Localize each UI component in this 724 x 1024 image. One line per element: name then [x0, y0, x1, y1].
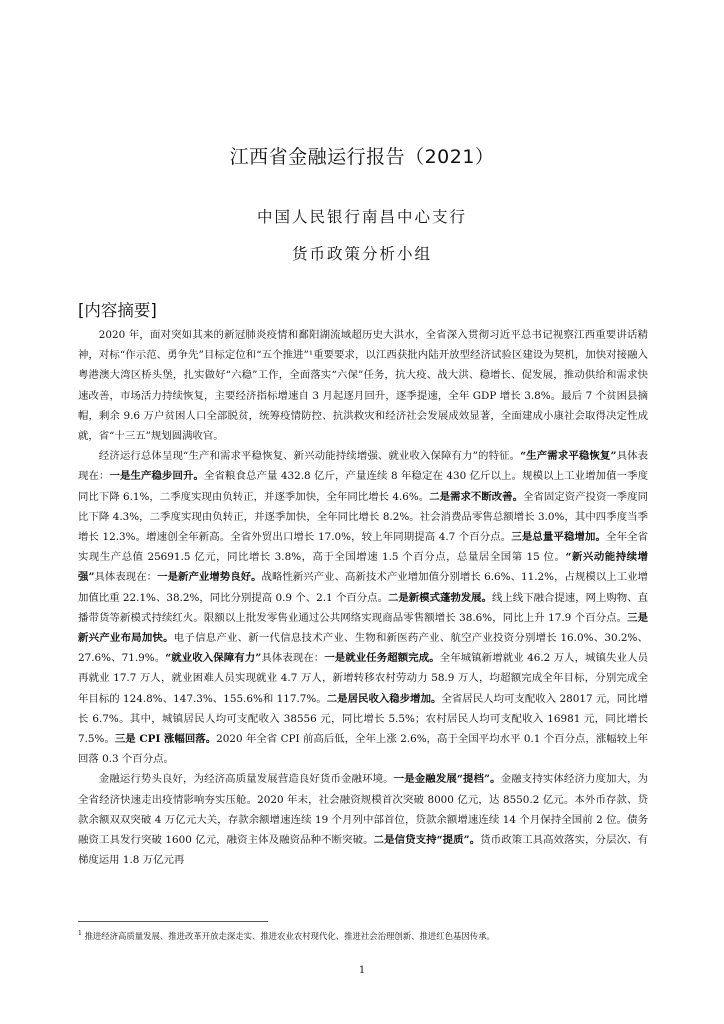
group-subtitle: 货币政策分析小组: [291, 245, 432, 263]
p2-text: 具体表现在：: [261, 652, 325, 665]
abstract-heading: [内容摘要]: [78, 301, 157, 320]
p2-text: 电子信息产业、新一代信息技术产业、生物和新医药产业、航空产业投资分别增长 16.0%、30.2%、27.6%、71.9%。: [78, 632, 648, 665]
p2-bold: 三是总量平稳增加。: [511, 531, 607, 544]
p2-bold: 一是就业任务超额完成。: [324, 652, 440, 665]
p2-bold: 二是需求不断改善。: [429, 490, 524, 503]
p3-text: 金融支持实体经济力度加大，为全省经济快速走出疫情影响夯实压舱。2020 年末，社会融资规模首次突破 8000 亿元，达 8550.2 亿元。本外币存款、贷款余额双双突破 4 万亿元大关，存款余额增速连续 19 个月列中部首位，贷款余额增速连续 14 个月保持全国前 2 位。债务融资工具发行突破 1600 亿元，融资主体及融资品种不断突破。: [78, 773, 649, 847]
p2-text: 全年城镇新增就业 46.2 万人，城镇失业人员再就业 17.7 万人，就业困难人员实现就业 4.7 万人，新增转移农村劳动力 58.9 万人，均超额完成全年目标，分别完成全年目标的 124.8%、147.3%、155.6%和 117.7%。: [78, 652, 648, 705]
footnote-mark: 1: [78, 930, 82, 937]
paragraph-2: [78, 446, 648, 769]
p3-text: 货币政策工具高效落实，分层次、有梯度运用 1.8 万亿元再: [78, 834, 649, 867]
p2-text: 2020 年全省 CPI 前高后低，全年上涨 2.6%，高于全国平均水平 0.1 个百分点，涨幅较上年回落 0.3 个百分点。: [78, 733, 648, 766]
p2-bold: “就业收入保障有力”: [165, 652, 262, 665]
footnote-divider: [78, 921, 268, 922]
p2-text: 具体表现在：: [94, 571, 158, 584]
footnote-text: 推进经济高质量发展、推进改革开放走深走实、推进农业农村现代化、推进社会治理创新、推进红色基因传承。: [84, 930, 495, 941]
p2-bold: “新兴动能持续增强”: [78, 551, 648, 584]
p2-text: 经济运行总体呈现“生产和需求平稳恢复、新兴动能持续增强、就业收入保障有力”的特征。: [98, 450, 521, 463]
p2-text: 全省居民人均可支配收入 28017 元，同比增长 6.7%。其中，城镇居民人均可支配收入 38556 元，同比增长 5.5%；农村居民人均可支配收入 16981 元，同比增长 7.5%。: [78, 692, 648, 746]
p2-bold: “生产需求平稳恢复”: [520, 450, 617, 463]
p2-bold: 三是 CPI 涨幅回落。: [114, 733, 217, 746]
p3-text: 金融运行势头良好，为经济高质量发展营造良好货币金融环境。: [98, 773, 394, 786]
p2-bold: 二是新模式蓬勃发展。: [387, 591, 492, 604]
p2-bold: 二是居民收入稳步增加。: [326, 692, 442, 705]
p3-bold: 二是信贷支持“提质”。: [373, 834, 481, 847]
paragraph-3: [78, 769, 648, 870]
footnote: [78, 928, 658, 942]
p2-text: 全省固定资产投资一季度同比下降 4.3%，二季度实现由负转正，并逐季加快，全年同比增长 8.2%。社会消费品零售总额增长 3.0%，其中四季度当季增长 12.3%。增速创全年新高。全省外贸出口增长 17.0%，较上年同期提高 4.7 个百分点。: [78, 490, 649, 544]
p2-text: 全省粮食总产量 432.8 亿斤，产量连续 8 年稳定在 430 亿斤以上。规模以上工业增加值一季度同比下降 6.1%，二季度实现由负转正，并逐季加快，全年同比增长 4.6%。: [78, 470, 649, 503]
p3-bold: 一是金融发展“提档”。: [393, 773, 501, 786]
p1-text: 2020 年，面对突如其来的新冠肺炎疫情和鄱阳湖流域超历史大洪水，全省深入贯彻习近平总书记视察江西重要讲话精神，对标“作示范、勇争先”目标定位和“五个推进”¹重要要求，以江西获批内陆开放型经济试验区建设为契机，加快对接融入粤港澳大湾区桥头堡，扎实做好“六稳”工作，全面落实“六保”任务，抗大疫、战大洪、稳增长、促发展，推动供给和需求快速改善，市场活力持续恢复，主要经济指标增速自 3 月起逐月回升，逐季提速，全年 GDP 增长 3.8%。最后 7 个贫困县摘帽，剩余 9.6 万户贫困人口全部脱贫，统筹疫情防控、抗洪救灾和经济社会发展成效显著，全面建成小康社会取得决定性成就，省“十三五”规划圆满收官。: [78, 329, 648, 443]
p2-text: 具体表现在：: [78, 450, 649, 483]
report-title: 江西省金融运行报告（2021）: [229, 146, 495, 168]
p2-bold: 一是新产业增势良好。: [157, 571, 262, 584]
p2-text: 全年全省实现生产总值 25691.5 亿元，同比增长 3.8%，高于全国增速 1.5 个百分点，总量居全国第 15 位。: [78, 531, 649, 564]
page-number: 1: [358, 965, 366, 976]
paragraph-1: [78, 325, 648, 446]
p2-bold: 一是生产稳步回升。: [109, 470, 204, 483]
org-subtitle: 中国人民银行南昌中心支行: [256, 208, 467, 226]
p2-text: 线上线下融合提速，网上购物、直播带货等新模式持续红火。限额以上批发零售业通过公共网络实现商品零售额增长 38.6%，同比上升 17.9 个百分点。: [78, 591, 648, 624]
p2-text: 战略性新兴产业、高新技术产业增加值分别增长 6.6%、11.2%，占规模以上工业增加值比重 22.1%、38.2%，同比分别提高 0.9 个、2.1 个百分点。: [78, 571, 648, 604]
p2-bold: 三是新兴产业布局加快。: [78, 611, 648, 645]
abstract-body: [78, 325, 648, 870]
